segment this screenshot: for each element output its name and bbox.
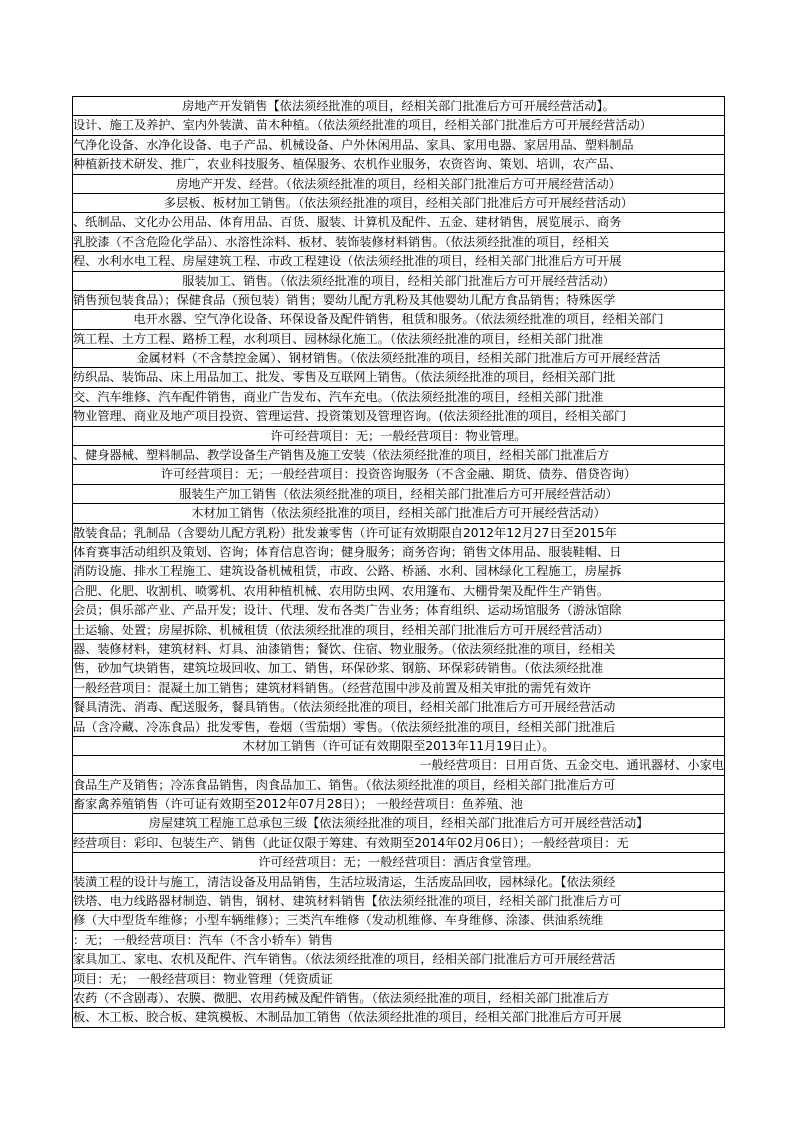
business-scope-cell: 种植新技术研发、推广，农业科技服务、植保服务、农机作业服务，农资咨询、策划、培训，农产品、	[73, 157, 622, 172]
business-scope-cell: 合肥、化肥、收割机、喷雾机、农用种植机械、农用防虫网、农用篷布、大棚骨架及配件生产销售。	[73, 583, 610, 598]
business-scope-cell: 会员；俱乐部产业、产品开发；设计、代理、发布各类广告业务；体育组织、运动场馆服务（游泳馆除	[73, 603, 622, 618]
table-row	[73, 407, 725, 426]
table-row	[73, 776, 725, 795]
table-row	[73, 524, 725, 543]
business-scope-cell: 售，砂加气块销售，建筑垃圾回收、加工、销售，环保砂浆、钢筋、环保彩砖销售。（依法须经批准	[73, 661, 604, 676]
table-row	[73, 194, 725, 213]
business-scope-cell: 家具加工、家电、农机及配件、汽车销售。（依法须经批准的项目，经相关部门批准后方可开展经营活	[73, 952, 616, 967]
table-row	[73, 911, 725, 930]
table-row	[73, 446, 725, 465]
business-scope-cell: 金属材料（不含禁控金属）、钢材销售。（依法须经批准的项目，经相关部门批准后方可开展经营活	[136, 351, 661, 366]
business-scope-cell: 房屋建筑工程施工总承包三级【依法须经批准的项目，经相关部门批准后方可开展经营活动】	[148, 816, 649, 831]
business-scope-cell: 经营项目：彩印、包装生产、销售（此证仅限于筹建、有效期至2014年02月06日）；一般经营项目：无	[73, 835, 629, 850]
business-scope-cell: 散装食品；乳制品（含婴幼儿配方乳粉）批发兼零售（许可证有效期限自2012年12月27日至2015年	[73, 525, 617, 540]
table-row	[73, 989, 725, 1008]
business-scope-cell: 服装加工、销售。（依法须经批准的项目，经相关部门批准后方可开展经营活动）	[182, 273, 615, 288]
business-scope-cell: 许可经营项目：无；一般经营项目：物业管理。	[270, 428, 527, 443]
table-row	[73, 504, 725, 523]
business-scope-cell: 许可经营项目：无；一般经营项目：投资咨询服务（不含金融、期货、债券、借贷咨询）	[160, 467, 637, 482]
table-row	[73, 1008, 725, 1027]
business-scope-cell: 土运输、处置；房屋拆除、机械租赁（依法须经批准的项目，经相关部门批准后方可开展经营活动）	[73, 622, 610, 637]
table-row	[73, 310, 725, 329]
business-scope-cell: 修（大中型货车维修；小型车辆维修）；三类汽车维修（发动机维修、车身维修、涂漆、供油系统维	[73, 913, 604, 928]
table-row	[73, 272, 725, 291]
table-row	[73, 485, 725, 504]
table-row	[73, 834, 725, 853]
table-row	[73, 931, 725, 950]
business-scope-cell: 交、汽车维修、汽车配件销售，商业广告发布、汽车充电。（依法须经批准的项目，经相关部门批准	[73, 389, 604, 404]
table-row	[73, 718, 725, 737]
table-row	[73, 465, 725, 484]
table-row	[73, 659, 725, 678]
table-row	[73, 853, 725, 872]
table-row	[73, 698, 725, 717]
business-scope-cell: 销售预包装食品）；保健食品（预包装）销售；婴幼儿配方乳粉及其他婴幼儿配方食品销售；特殊医学	[73, 292, 616, 307]
business-scope-cell: 房地产开发、经营。（依法须经批准的项目，经相关部门批准后方可开展经营活动）	[176, 176, 621, 191]
table-row	[73, 427, 725, 446]
table-row	[73, 756, 725, 775]
business-scope-cell: 电开水器、空气净化设备、环保设备及配件销售，租赁和服务。（依法须经批准的项目，经相关部门	[133, 312, 664, 327]
business-scope-cell: 装潢工程的设计与施工，清洁设备及用品销售，生活垃圾清运，生活废品回收，园林绿化。【依法须经	[73, 874, 616, 889]
business-scope-cell: 食品生产及销售；冷冻食品销售，肉食品加工、销售。（依法须经批准的项目，经相关部门批准后方可	[73, 777, 616, 792]
business-scope-cell: 一般经营项目：日用百货、五金交电、通讯器材、小家电	[419, 758, 724, 773]
table-row	[73, 601, 725, 620]
business-scope-cell: 木材加工销售（依法须经批准的项目，经相关部门批准后方可开展经营活动）	[191, 506, 606, 521]
business-scope-cell: 许可经营项目：无；一般经营项目：酒店食堂管理。	[258, 855, 539, 870]
table-row	[73, 795, 725, 814]
table-row	[73, 368, 725, 387]
table-row	[73, 136, 725, 155]
business-scope-cell: 农药（不含剧毒）、农膜、微肥、农用药械及配件销售。（依法须经批准的项目，经相关部门批准后方	[73, 990, 610, 1005]
table-row	[73, 97, 725, 116]
business-scope-cell: 乳胶漆（不含危险化学品）、水溶性涂料、板材、装饰装修材料销售。（依法须经批准的项目，经相关	[73, 234, 610, 249]
business-scope-cell: 体育赛事活动组织及策划、咨询；体育信息咨询；健身服务；商务咨询；销售文体用品、服装鞋帽、日	[73, 544, 622, 559]
table-row	[73, 640, 725, 659]
business-scope-cell: 铁塔、电力线路器材制造、销售，钢材、建筑材料销售【依法须经批准的项目，经相关部门批准后方可	[73, 894, 622, 909]
business-scope-cell: 服装生产加工销售（依法须经批准的项目，经相关部门批准后方可开展经营活动）	[179, 486, 618, 501]
table-row	[73, 621, 725, 640]
table-row	[73, 950, 725, 969]
table-row	[73, 330, 725, 349]
table-row	[73, 679, 725, 698]
table-row	[73, 970, 725, 989]
table-row	[73, 814, 725, 833]
business-scope-cell: 房地产开发销售【依法须经批准的项目，经相关部门批准后方可开展经营活动】。	[182, 99, 615, 113]
business-scope-cell: 气净化设备、水净化设备、电子产品、机械设备、户外休闲用品、家具、家用电器、家居用品、塑料制品	[73, 137, 634, 152]
business-scope-table	[72, 96, 725, 1028]
table-row	[73, 562, 725, 581]
business-scope-cell: 餐具清洗、消毒、配送服务，餐具销售。（依法须经批准的项目，经相关部门批准后方可开展经营活动	[73, 700, 616, 715]
business-scope-cell: 木材加工销售（许可证有效期限至2013年11月19日止）。	[242, 738, 555, 753]
table-row	[73, 233, 725, 252]
business-scope-cell: 板、木工板、胶合板、建筑模板、木制品加工销售（依法须经批准的项目，经相关部门批准后方可开展	[73, 1010, 622, 1025]
table-row	[73, 349, 725, 368]
business-scope-cell: 筑工程、土方工程、路桥工程，水利项目、园林绿化施工。（依法须经批准的项目，经相关部门批准	[73, 331, 604, 346]
business-scope-cell: 物业管理、商业及地产项目投资、管理运营、投资策划及管理咨询。(依法须经批准的项目，经相关部门	[73, 409, 627, 424]
business-scope-cell: 程、水利水电工程、房屋建筑工程、市政工程建设（依法须经批准的项目，经相关部门批准后方可开展	[73, 254, 622, 269]
table-row	[73, 175, 725, 194]
business-scope-cell: 器、装修材料，建筑材料、灯具、油漆销售；餐饮、住宿、物业服务。（依法须经批准的项目，经相关	[73, 641, 616, 656]
table-row	[73, 737, 725, 756]
table-row	[73, 116, 725, 135]
business-scope-cell: 畜家禽养殖销售（许可证有效期至2012年07月28日）； 一般经营项目：鱼养殖、池	[73, 797, 523, 812]
business-scope-cell: 品（含冷藏、冷冻食品）批发零售，卷烟（雪茄烟）零售。（依法须经批准的项目，经相关部门批准后	[73, 719, 616, 734]
table-row	[73, 213, 725, 232]
table-row	[73, 155, 725, 174]
business-scope-cell: 项目：无； 一般经营项目：物业管理（凭资质证	[73, 971, 333, 986]
table-row	[73, 252, 725, 271]
table-row	[73, 291, 725, 310]
business-scope-cell: 纺织品、装饰品、床上用品加工、批发、零售及互联网上销售。（依法须经批准的项目，经相关部门批	[73, 370, 616, 385]
business-scope-cell: 、纸制品、文化办公用品、体育用品、百货、服装、计算机及配件、五金、建材销售，展览展示、商务	[73, 215, 622, 230]
table-row	[73, 543, 725, 562]
business-scope-cell: 一般经营项目：混凝土加工销售；建筑材料销售。（经营范围中涉及前置及相关审批的需凭有效许	[73, 680, 591, 695]
business-scope-cell: 多层板、板材加工销售。（依法须经批准的项目，经相关部门批准后方可开展经营活动）	[163, 195, 634, 210]
table-row	[73, 892, 725, 911]
table-row	[73, 582, 725, 601]
business-scope-cell: ：无； 一般经营项目：汽车（不含小轿车）销售	[73, 932, 333, 947]
business-scope-cell: 设计、施工及养护、室内外装潢、苗木种植。（依法须经批准的项目，经相关部门批准后方可开展经营活动）	[73, 118, 652, 133]
table-row	[73, 873, 725, 892]
table-row	[73, 388, 725, 407]
business-scope-cell: 、健身器械、塑料制品、教学设备生产销售及施工安装（依法须经批准的项目，经相关部门批准后方	[73, 448, 610, 463]
business-scope-cell: 消防设施、排水工程施工、建筑设备机械租赁，市政、公路、桥涵、水利、园林绿化工程施工，房屋拆	[73, 564, 622, 579]
